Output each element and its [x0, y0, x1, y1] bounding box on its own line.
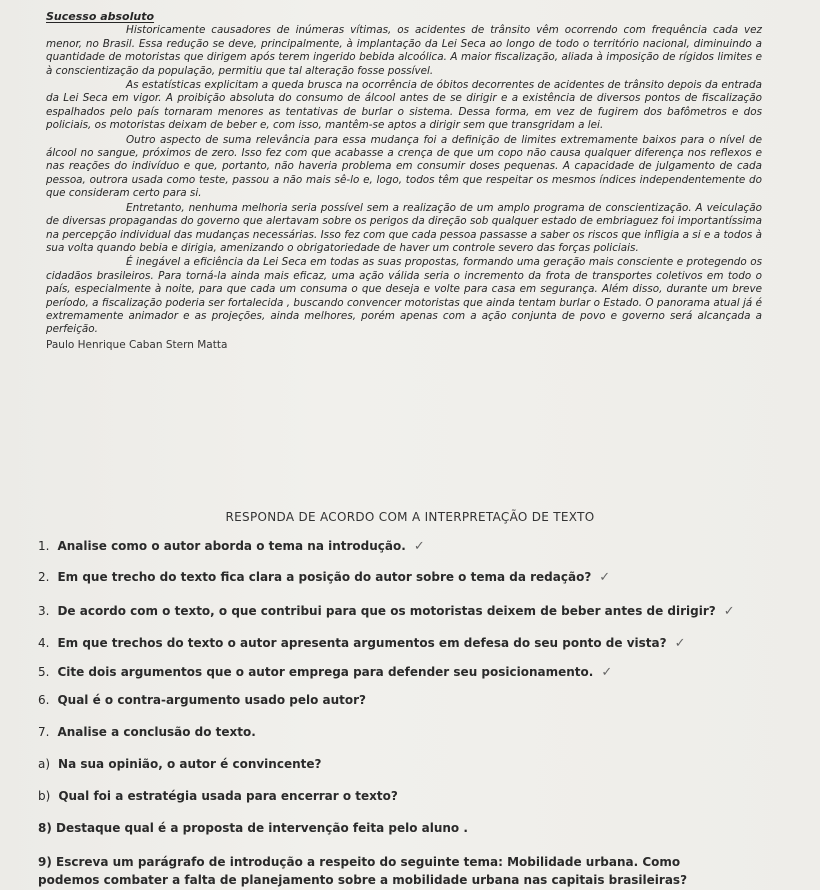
essay-paragraph-3: Outro aspecto de suma relevância para essa mudança foi a definição de limites extremamente baixos para o nível de álcool no sangue, próximos de zero. Isso fez com que acabasse a crença de que um copo não causa qualquer diferença nos reflexos e nas reações do indivíduo e que, portanto, não haveria problema em consumir doses pequenas. A capacidade de julgamento de cada pessoa, outrora usada como teste, passou a não mais sê-lo e, logo, todos têm que respeitar os mesmos índices independentemente do que consideram certo para si.	[46, 133, 762, 200]
question-1	[38, 539, 425, 554]
question-text: 8) Destaque qual é a proposta de intervenção feita pelo aluno .	[38, 821, 468, 835]
essay-text	[46, 10, 762, 352]
question-number: 3.	[38, 604, 50, 618]
question-6	[38, 693, 366, 707]
question-4	[38, 636, 686, 651]
question-number: 7.	[38, 725, 50, 739]
check-mark-icon: ✓	[413, 539, 425, 554]
question-text: Analise a conclusão do texto.	[57, 725, 256, 739]
question-number: 4.	[38, 636, 50, 650]
question-7	[38, 725, 256, 739]
check-mark-icon: ✓	[674, 636, 686, 651]
question-number: 5.	[38, 665, 50, 679]
essay-paragraph-1: Historicamente causadores de inúmeras vítimas, os acidentes de trânsito vêm ocorrendo com frequência cada vez menor, no Brasil. Essa redução se deve, principalmente, à implantação da Lei Seca ao longo de todo o território nacional, diminuindo a quantidade de motoristas que dirigem após terem ingerido bebida alcoólica. A maior fiscalização, aliada à imposição de rígidos limites e à conscientização da população, permitiu que tal alteração fosse possível.	[46, 24, 762, 77]
question-3	[38, 604, 735, 619]
question-text: Analise como o autor aborda o tema na introdução.	[57, 539, 406, 553]
question-text: Qual é o contra-argumento usado pelo autor?	[57, 693, 367, 707]
section-heading: RESPONDA DE ACORDO COM A INTERPRETAÇÃO DE TEXTO	[225, 510, 595, 524]
question-7b	[38, 789, 398, 803]
question-5	[38, 665, 612, 680]
essay-title: Sucesso absoluto	[46, 10, 155, 23]
question-text: Na sua opinião, o autor é convincente?	[58, 757, 322, 771]
question-number: 2.	[38, 570, 50, 584]
question-text: Em que trecho do texto fica clara a posição do autor sobre o tema da redação?	[57, 570, 592, 584]
question-number: 1.	[38, 539, 50, 553]
essay-author: Paulo Henrique Caban Stern Matta	[46, 338, 228, 351]
question-2	[38, 570, 610, 585]
question-text: De acordo com o texto, o que contribui para que os motoristas deixem de beber antes de dirigir?	[57, 604, 716, 618]
question-number: a)	[38, 757, 51, 771]
essay-paragraph-2: As estatísticas explicitam a queda brusca na ocorrência de óbitos decorrentes de acidentes de trânsito depois da entrada da Lei Seca em vigor. A proibição absoluta do consumo de álcool antes de se dirigir e a existência de diversos pontos de fiscalização espalhados pelo país tornaram menores as tentativas de burlar o sistema. Dessa forma, em vez de fugirem dos bafômetros e dos policiais, os motoristas deixam de beber e, com isso, mantêm-se aptos a dirigir sem que transgridam a lei.	[46, 79, 762, 132]
question-text: Cite dois argumentos que o autor emprega para defender seu posicionamento.	[57, 665, 594, 679]
question-number: 6.	[38, 693, 50, 707]
essay-paragraph-4: Entretanto, nenhuma melhoria seria possível sem a realização de um amplo programa de conscientização. A veiculação de diversas propagandas do governo que alertavam sobre os perigos da direção sob qualquer estado de embriaguez foi importantíssima na percepção individual das mudanças necessárias. Isso fez com que cada pessoa passasse a saber os riscos que infligia a si e a todos à sua volta quando bebia e dirigia, amenizando o obrigatoriedade de haver um controle severo das forças policiais.	[46, 201, 762, 254]
question-8	[38, 821, 468, 835]
question-9	[38, 853, 728, 889]
question-text: 9) Escreva um parágrafo de introdução a respeito do seguinte tema: Mobilidade urbana. Como podemos combater a falta de planejamento sobre a mobilidade urbana nas capitais brasileiras?	[38, 855, 688, 887]
check-mark-icon: ✓	[723, 604, 735, 619]
essay-paragraph-5: É inegável a eficiência da Lei Seca em todas as suas propostas, formando uma geração mais consciente e protegendo os cidadãos brasileiros. Para torná-la ainda mais eficaz, uma ação válida seria o incremento da frota de transportes coletivos em todo o país, especialmente à noite, para que cada um consuma o que deseja e volte para casa em segurança. Além disso, durante um breve período, a fiscalização poderia ser fortalecida , buscando convencer motoristas que ainda tentam burlar o Estado. O panorama atual já é extremamente animador e as projeções, ainda melhores, porém apenas com a ação conjunta de povo e governo será alcançada a perfeição.	[46, 256, 762, 336]
check-mark-icon: ✓	[599, 570, 611, 585]
check-mark-icon: ✓	[601, 665, 613, 680]
question-7a	[38, 757, 321, 771]
question-number: b)	[38, 789, 51, 803]
question-text: Em que trechos do texto o autor apresenta argumentos em defesa do seu ponto de vista?	[57, 636, 667, 650]
question-text: Qual foi a estratégia usada para encerrar o texto?	[58, 789, 398, 803]
